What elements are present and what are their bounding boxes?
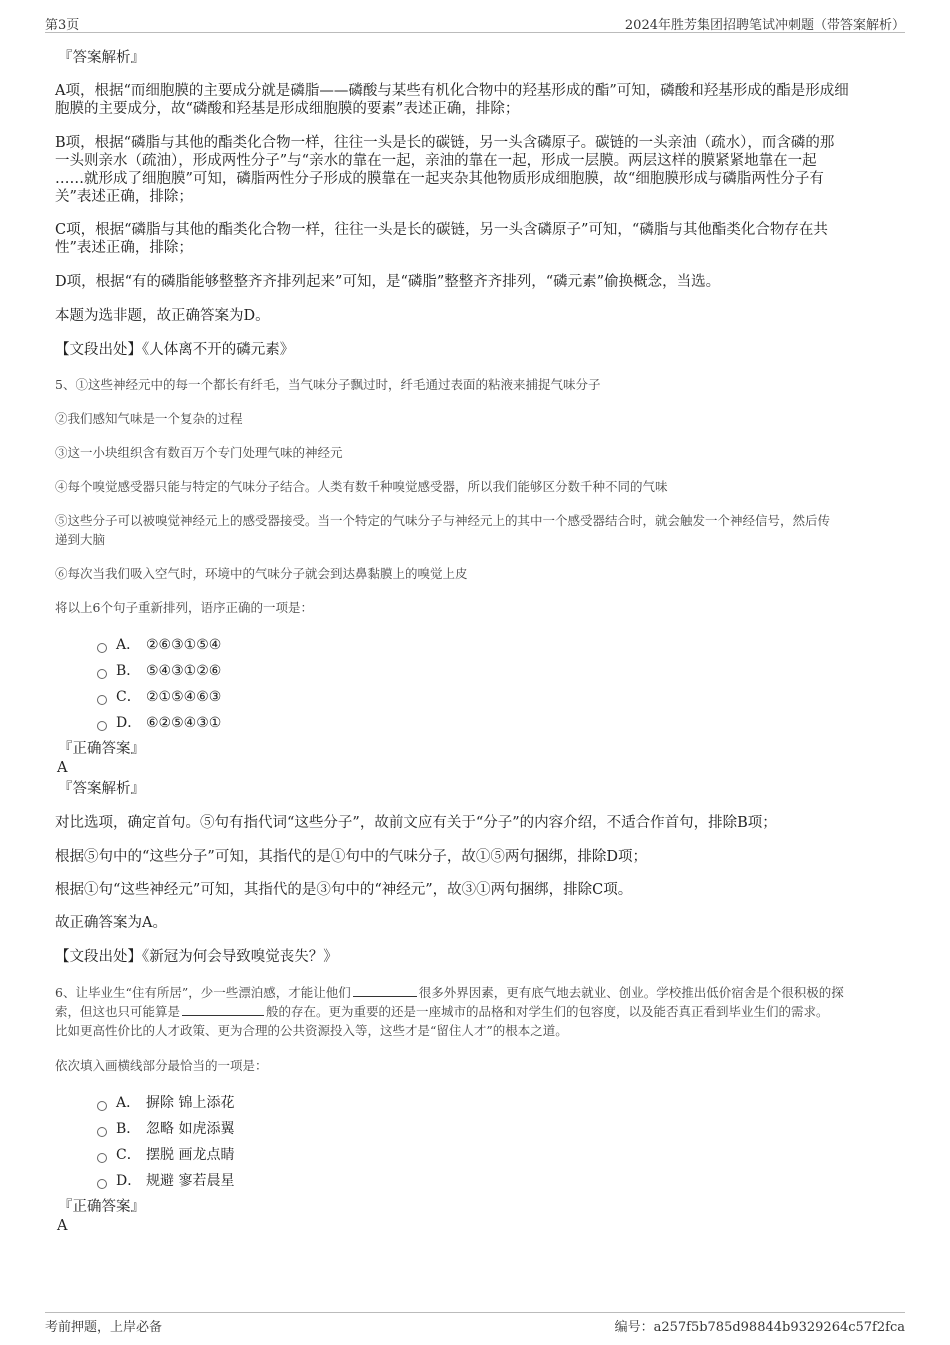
radio-icon[interactable] <box>97 695 107 705</box>
page-number: 第3页 <box>45 18 80 33</box>
q6-option-d[interactable] <box>97 1170 234 1190</box>
footer-slogan: 考前押题，上岸必备 <box>45 1320 163 1335</box>
option-letter: C． <box>116 1147 141 1163</box>
explain-b <box>55 134 834 206</box>
explain-conclusion: 本题为选非题，故正确答案为D。 <box>55 308 270 324</box>
q5-sentence-2: ②我们感知气味是一个复杂的过程 <box>55 411 243 426</box>
option-letter: A． <box>116 1095 141 1111</box>
q5-explain-2: 根据⑤句中的“这些分子”可知，其指代的是①句中的气味分子，故①⑤两句捆绑，排除D项； <box>55 849 647 865</box>
explain-a-line: 胞膜的主要成分，故“磷酸和羟基是形成细胞膜的要素”表述正确，排除； <box>55 101 520 117</box>
q5-source-citation: 【文段出处】《新冠为何会导致嗅觉丧失？》 <box>55 949 338 965</box>
q6-stem-text: 很多外界因素，更有底气地去就业、创业。学校推出低价宿舍是个很积极的探 <box>418 985 844 1000</box>
q5-option-a[interactable] <box>97 634 221 654</box>
q6-option-b[interactable] <box>97 1118 234 1138</box>
explain-c <box>55 221 828 257</box>
q5-option-c[interactable] <box>97 686 221 706</box>
explain-b-line: B项，根据“磷脂与其他的酯类化合物一样，往往一头是长的碳链，另一头含磷原子。碳链的一头亲油（疏水），而含磷的那 <box>55 135 835 151</box>
q5-prompt: 将以上6个句子重新排列，语序正确的一项是： <box>55 600 313 615</box>
explain-a <box>55 82 849 118</box>
explain-c-line: 性”表述正确，排除； <box>55 240 193 256</box>
q5-sentence-4: ④每个嗅觉感受器只能与特定的气味分子结合。人类有数千种嗅觉感受器，所以我们能够区分数千种不同的气味 <box>55 479 668 494</box>
q5-sentence-5-line: ⑤这些分子可以被嗅觉神经元上的感受器接受。当一个特定的气味分子与神经元上的其中一个感受器结合时，就会触发一个神经信号，然后传 <box>55 513 831 528</box>
explain-b-line: ……就形成了细胞膜”可知，磷脂两性分子形成的膜靠在一起夹杂其他物质形成细胞膜，故“细胞膜形成与磷脂两性分子有 <box>55 171 824 187</box>
radio-icon[interactable] <box>97 1127 107 1137</box>
document-id: 编号：a257f5b785d98844b9329264c57f2fca <box>614 1320 905 1335</box>
option-text: 摒除 锦上添花 <box>146 1095 235 1111</box>
q6-option-c[interactable] <box>97 1144 234 1164</box>
option-text: ②①⑤④⑥③ <box>146 689 222 705</box>
option-letter: A． <box>116 637 141 653</box>
explain-heading: 『答案解析』 <box>58 50 145 66</box>
q5-answer-heading: 『正确答案』 <box>58 741 145 757</box>
q5-option-d[interactable] <box>97 712 221 732</box>
blank-line <box>182 1003 264 1016</box>
option-letter: B． <box>116 663 141 679</box>
q6-stem-text: 般的存在。更为重要的还是一座城市的品格和对学生们的包容度，以及能否真正看到毕业生们的需求。 <box>266 1004 829 1019</box>
option-text: 忽略 如虎添翼 <box>146 1121 235 1137</box>
radio-icon[interactable] <box>97 669 107 679</box>
radio-icon[interactable] <box>97 1153 107 1163</box>
q5-sentence-5 <box>55 511 830 549</box>
q6-stem-text: 6、让毕业生“住有所居”，少一些漂泊感，才能让他们 <box>55 985 351 1000</box>
explain-d: D项，根据“有的磷脂能够整整齐齐排列起来”可知，是“磷脂”整整齐齐排列，“磷元素”偷换概念，当选。 <box>55 274 721 290</box>
explain-c-line: C项，根据“磷脂与其他的酯类化合物一样，往往一头是长的碳链，另一头含磷原子”可知，“磷脂与其他酯类化合物存在共 <box>55 222 828 238</box>
q5-sentence-5-line: 递到大脑 <box>55 532 106 547</box>
q5-sentence-1: 5、①这些神经元中的每一个都长有纤毛，当气味分子飘过时，纤毛通过表面的粘液来捕捉气味分子 <box>55 377 601 392</box>
radio-icon[interactable] <box>97 1101 107 1111</box>
q5-explain-4: 故正确答案为A。 <box>55 915 167 931</box>
option-letter: D． <box>116 1173 142 1189</box>
option-text: ⑥②⑤④③① <box>146 715 222 731</box>
option-letter: D． <box>116 715 142 731</box>
q5-sentence-6: ⑥每次当我们吸入空气时，环境中的气味分子就会到达鼻黏膜上的嗅觉上皮 <box>55 566 468 581</box>
q5-explain-1: 对比选项，确定首句。⑤句有指代词“这些分子”，故前文应有关于“分子”的内容介绍，不适合作首句，排除B项； <box>55 815 777 831</box>
q5-explain-3: 根据①句“这些神经元”可知，其指代的是③句中的“神经元”，故③①两句捆绑，排除C项。 <box>55 882 633 898</box>
q5-sentence-3: ③这一小块组织含有数百万个专门处理气味的神经元 <box>55 445 343 460</box>
source-citation: 【文段出处】《人体离不开的磷元素》 <box>55 342 295 358</box>
option-text: 摆脱 画龙点睛 <box>146 1147 235 1163</box>
blank-line <box>353 984 417 997</box>
explain-b-line: 关”表述正确，排除； <box>55 189 193 205</box>
radio-icon[interactable] <box>97 1179 107 1189</box>
explain-b-line: 一头则亲水（疏油），形成两性分子”与“亲水的靠在一起，亲油的靠在一起，形成一层膜。两层这样的膜紧紧地靠在一起 <box>55 153 817 169</box>
document-title: 2024年胜芳集团招聘笔试冲刺题（带答案解析） <box>624 18 905 33</box>
page-header <box>45 14 905 33</box>
q6-answer: A <box>57 1218 68 1234</box>
q6-answer-heading: 『正确答案』 <box>58 1199 145 1215</box>
q6-stem-line-3: 比如更高性价比的人才政策、更为合理的公共资源投入等，这些才是“留住人才”的根本之道。 <box>55 1023 568 1038</box>
q6-stem-line-1 <box>55 983 844 1002</box>
option-text: ②⑥③①⑤④ <box>146 637 222 653</box>
q6-stem-line-2 <box>55 1002 829 1021</box>
q6-option-a[interactable] <box>97 1092 234 1112</box>
q5-answer: A <box>57 760 68 776</box>
radio-icon[interactable] <box>97 643 107 653</box>
q5-option-b[interactable] <box>97 660 221 680</box>
option-text: ⑤④③①②⑥ <box>146 663 222 679</box>
q6-prompt: 依次填入画横线部分最恰当的一项是： <box>55 1058 268 1073</box>
option-letter: C． <box>116 689 141 705</box>
explain-a-line: A项，根据“而细胞膜的主要成分就是磷脂——磷酸与某些有机化合物中的羟基形成的酯”可知，磷酸和羟基形成的酯是形成细 <box>55 83 849 99</box>
q5-explain-heading: 『答案解析』 <box>58 781 145 797</box>
option-text: 规避 寥若晨星 <box>146 1173 235 1189</box>
option-letter: B． <box>116 1121 141 1137</box>
page-footer <box>45 1312 905 1333</box>
radio-icon[interactable] <box>97 721 107 731</box>
q6-stem-text: 索，但这也只可能算是 <box>55 1004 181 1019</box>
